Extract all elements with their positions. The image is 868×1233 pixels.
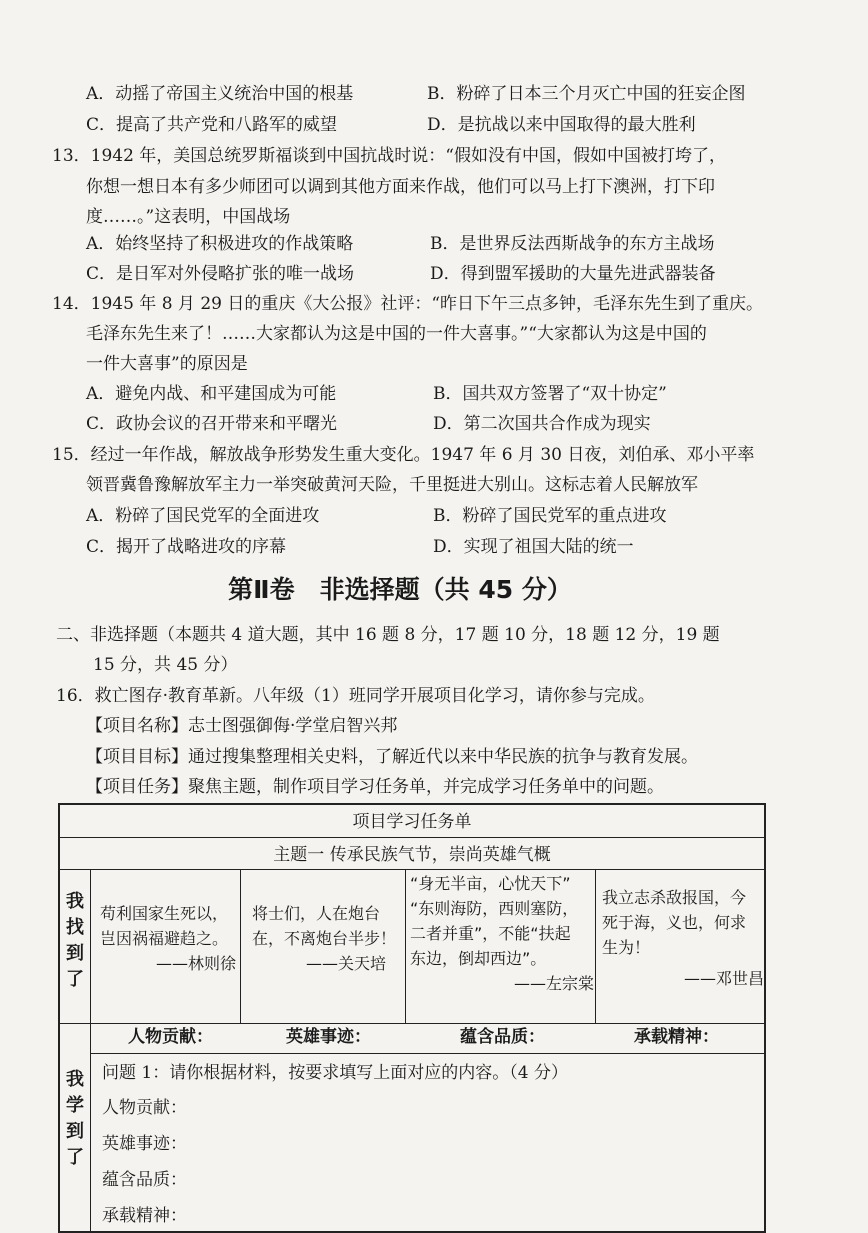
q12-option-c: C．提高了共产党和八路军的威望 (86, 115, 338, 135)
q16-project-name: 【项目名称】志士图强御侮·学堂启智兴邦 (86, 716, 398, 736)
q14-option-c: C．政协会议的召开带来和平曙光 (86, 414, 338, 434)
q13-option-b: B．是世界反法西斯战争的东方主战场 (430, 234, 715, 254)
quote-lin-zexu: 苟利国家生死以， 岂因祸福避趋之。 ——林则徐 (100, 904, 236, 973)
column-spirit: 承载精神： (634, 1027, 719, 1047)
q12-option-b: B．粉碎了日本三个月灭亡中国的狂妄企图 (427, 84, 746, 104)
column-qualities: 蕴含品质： (460, 1027, 545, 1047)
q15-stem-line: 领晋冀鲁豫解放军主力一举突破黄河天险，千里挺进大别山。这标志着人民解放军 (86, 475, 698, 495)
section-title: 第Ⅱ卷 非选择题（共 45 分） (228, 575, 572, 604)
q15-option-d: D．实现了祖国大陆的统一 (433, 537, 634, 557)
found-label: 我 找 到 了 (66, 891, 84, 990)
answer-row-qualities: 蕴含品质： (102, 1170, 187, 1190)
q13-option-d: D．得到盟军援助的大量先进武器装备 (430, 264, 716, 284)
section-intro-line: 二、非选择题（本题共 4 道大题，其中 16 题 8 分，17 题 10 分，18 题 12 分，19 题 (56, 625, 720, 645)
table-theme: 主题一 传承民族气节，崇尚英雄气概 (273, 845, 551, 865)
q14-stem-line: 毛泽东先生来了！……大家都认为这是中国的一件大喜事。”“大家都认为这是中国的 (86, 324, 707, 344)
q13-stem-line: 度……。”这表明，中国战场 (86, 207, 291, 227)
q13-stem-line: 你想一想日本有多少师团可以调到其他方面来作战，他们可以马上打下澳洲，打下印 (86, 177, 715, 197)
column-contribution: 人物贡献： (128, 1027, 213, 1047)
answer-row-deeds: 英雄事迹： (102, 1134, 187, 1154)
q16-stem: 16．救亡图存·教育革新。八年级（1）班同学开展项目化学习，请你参与完成。 (56, 686, 655, 706)
q14-option-d: D．第二次国共合作成为现实 (433, 414, 651, 434)
quote-guan-tianpei: 将士们，人在炮台 在，不离炮台半步！ ——关天培 (252, 904, 397, 973)
q16-project-task: 【项目任务】聚焦主题，制作项目学习任务单，并完成学习任务单中的问题。 (86, 777, 664, 797)
q16-project-goal: 【项目目标】通过搜集整理相关史料，了解近代以来中华民族的抗争与教育发展。 (86, 747, 698, 767)
q13-option-a: A．始终坚持了积极进攻的作战策略 (86, 234, 354, 254)
q15-option-c: C．揭开了战略进攻的序幕 (86, 537, 287, 557)
q14-stem-line: 一件大喜事”的原因是 (86, 354, 248, 374)
q15-option-a: A．粉碎了国民党军的全面进攻 (86, 506, 320, 526)
answer-row-contribution: 人物贡献： (102, 1098, 187, 1118)
q12-option-a: A．动摇了帝国主义统治中国的根基 (86, 84, 354, 104)
section-intro-line: 15 分，共 45 分） (93, 655, 238, 675)
question-1: 问题 1：请你根据材料，按要求填写上面对应的内容。（4 分） (102, 1063, 568, 1083)
column-deeds: 英雄事迹： (286, 1027, 371, 1047)
q14-option-a: A．避免内战、和平建国成为可能 (86, 384, 337, 404)
q14-option-b: B．国共双方签署了“双十协定” (433, 384, 667, 404)
q12-option-d: D．是抗战以来中国取得的最大胜利 (427, 115, 696, 135)
q14-stem-line: 14．1945 年 8 月 29 日的重庆《大公报》社评：“昨日下午三点多钟，毛泽东先生到了重庆。 (52, 294, 764, 314)
answer-row-spirit: 承载精神： (102, 1206, 187, 1226)
q13-stem-line: 13．1942 年，美国总统罗斯福谈到中国抗战时说：“假如没有中国，假如中国被打垮了， (52, 146, 726, 166)
q13-option-c: C．是日军对外侵略扩张的唯一战场 (86, 264, 355, 284)
q15-stem-line: 15．经过一年作战，解放战争形势发生重大变化。1947 年 6 月 30 日夜，刘伯承、邓小平率 (52, 445, 755, 465)
q15-option-b: B．粉碎了国民党军的重点进攻 (433, 506, 667, 526)
table-title: 项目学习任务单 (352, 812, 472, 832)
task-sheet-table (58, 803, 766, 1233)
learned-label: 我 学 到 了 (66, 1069, 84, 1168)
quote-zuo-zongtang: “身无半亩，心忧天下” “东则海防，西则塞防， 二者并重”，不能“扶起 东边，倒却西边”。 ——左宗棠 (410, 874, 594, 993)
quote-deng-shichang: 我立志杀敌报国，今 死于海，义也，何求 生为！ ——邓世昌 (602, 888, 764, 988)
